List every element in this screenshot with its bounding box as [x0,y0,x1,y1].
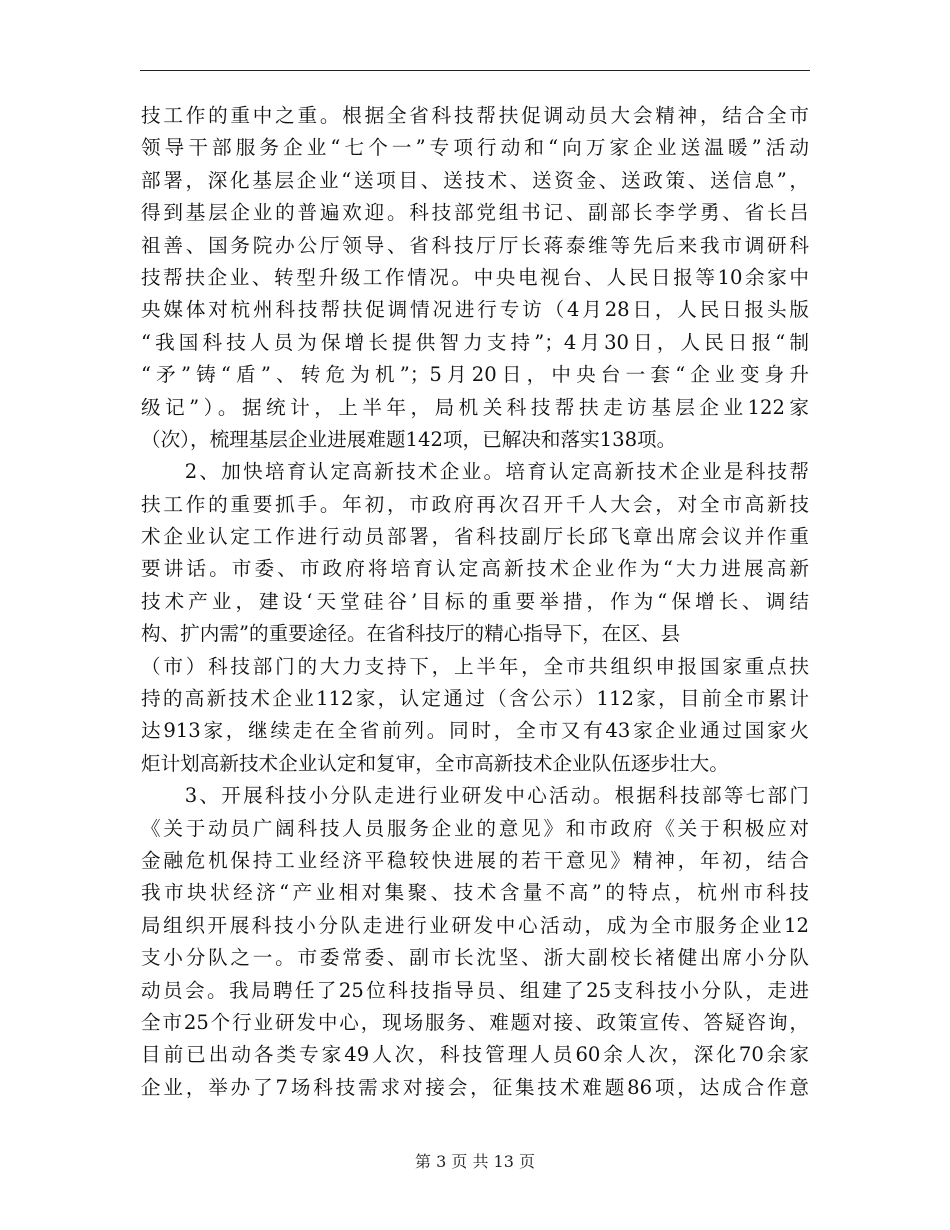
text-line: 要讲话。市委、市政府将培育认定高新技术企业作为“大力进展高新 [141,557,809,581]
text-line: “矛”铸“盾”、转危为机”；5月20日，中央台一套“企业变身升 [141,363,809,387]
text-line: 技工作的重中之重。根据全省科技帮扶促调动员大会精神，结合全市 [141,104,809,127]
text-line: 技帮扶企业、转型升级工作情况。中央电视台、人民日报等10余家中 [141,265,809,289]
text-line: 扶工作的重要抓手。年初，市政府再次召开千人大会，对全市高新技 [141,492,809,516]
text-line: 构、扩内需”的重要途径。在省科技厅的精心指导下，在区、县 [141,622,681,646]
text-line: 持的高新技术企业112家，认定通过（含公示）112家，目前全市累计 [141,687,809,711]
text-line: （市）科技部门的大力支持下，上半年，全市共组织申报国家重点扶 [141,654,809,678]
text-line: 达913家，继续走在全省前列。同时，全市又有43家企业通过国家火 [141,719,809,743]
header-rule [140,70,810,71]
text-line: 部署，深化基层企业“送项目、送技术、送资金、送政策、送信息”， [141,168,809,192]
text-line: 企业，举办了7场科技需求对接会，征集技术难题86项，达成合作意 [141,1075,809,1099]
text-line: 央媒体对杭州科技帮扶促调情况进行专访（4月28日，人民日报头版 [141,298,809,322]
page-number: 第 3 页 共 13 页 [415,1152,535,1171]
text-line: “我国科技人员为保增长提供智力支持”；4月30日，人民日报“制 [141,330,809,354]
document-body [141,100,809,1104]
text-line: 我市块状经济“产业相对集聚、技术含量不高”的特点，杭州市科技 [141,881,809,905]
text-line: 目前已出动各类专家49人次，科技管理人员60余人次，深化70余家 [141,1043,809,1067]
text-line: 炬计划高新技术企业认定和复审，全市高新技术企业队伍逐步壮大。 [141,751,729,775]
text-line: 金融危机保持工业经济平稳较快进展的若干意见》精神，年初，结合 [141,848,809,872]
text-line: 术企业认定工作进行动员部署，省科技副厅长邱飞章出席会议并作重 [141,525,809,549]
text-line: （次），梳理基层企业进展难题142项，已解决和落实138项。 [141,427,677,451]
text-line: 2、加快培育认定高新技术企业。培育认定高新技术企业是科技帮 [141,460,809,484]
text-line: 领导干部服务企业“七个一”专项行动和“向万家企业送温暖”活动 [141,136,809,160]
text-line: 局组织开展科技小分队走进行业研发中心活动，成为全市服务企业12 [141,913,809,937]
text-line: 《关于动员广阔科技人员服务企业的意见》和市政府《关于积极应对 [141,816,809,840]
text-line: 得到基层企业的普遍欢迎。科技部党组书记、副部长李学勇、省长吕 [141,201,809,225]
text-line: 3、开展科技小分队走进行业研发中心活动。根据科技部等七部门 [141,784,809,808]
text-line: 动员会。我局聘任了25位科技指导员、组建了25支科技小分队，走进 [141,978,809,1002]
text-line: 支小分队之一。市委常委、副市长沈坚、浙大副校长褚健出席小分队 [141,946,809,970]
text-line: 祖善、国务院办公厅领导、省科技厅厅长蒋泰维等先后来我市调研科 [141,233,809,257]
text-line: 全市25个行业研发中心，现场服务、难题对接、政策宣传、答疑咨询， [141,1010,809,1034]
text-line: 技术产业，建设‘天堂硅谷’目标的重要举措，作为“保增长、调结 [141,589,809,613]
text-line: 级记”）。据统计，上半年，局机关科技帮扶走访基层企业122家 [141,395,809,419]
